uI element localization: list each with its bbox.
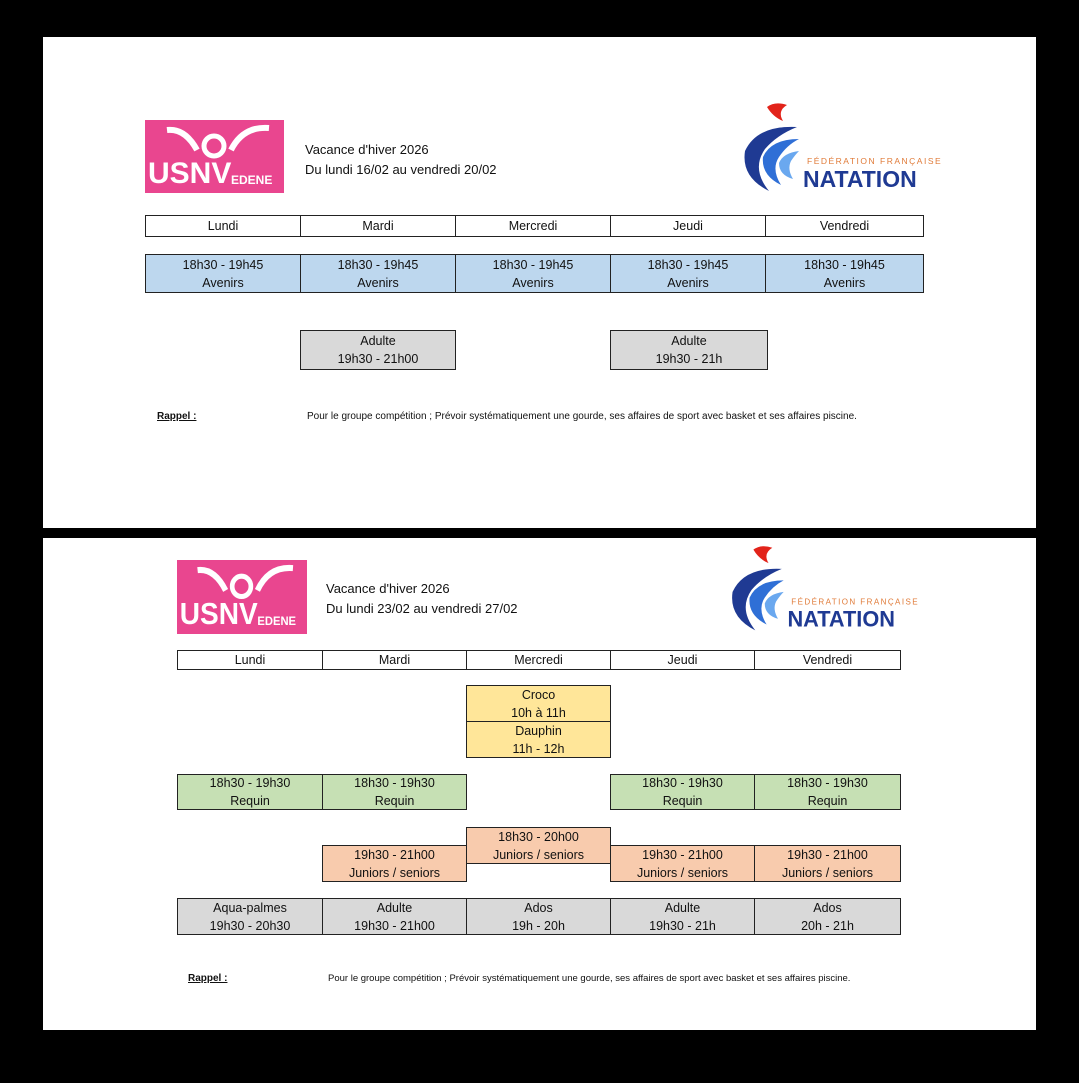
session-group: Avenirs [202,275,244,290]
session-group: Dauphin [515,723,562,738]
usnv-logo-suffix: EDENE [257,614,297,628]
session-group: Avenirs [823,275,866,290]
ffn-logo-top: FÉDÉRATION FRANÇAISE [807,156,943,166]
schedule-sheet-week-2 [43,538,1036,1030]
session-time: 18h30 - 19h45 [182,257,264,272]
usnv-logo-main: USNV [179,597,258,632]
session-group: Requin [374,794,415,808]
ffn-wave-icon [725,542,937,638]
session-juniors-vendredi [754,845,901,882]
ffn-logo-main: NATATION [803,166,917,192]
session-time: 18h30 - 19h30 [209,776,291,790]
session-group: Croco [521,687,556,702]
session-group: Juniors / seniors [348,865,440,880]
rappel-label: Rappel : [188,973,228,984]
session-time: 20h - 21h [801,918,854,933]
session-time: 19h30 - 21h00 [354,847,435,862]
day-header-lundi: Lundi [145,215,301,237]
session-time: 18h30 - 19h45 [804,257,885,272]
session-group: Adulte [671,334,707,348]
session-aqua-palmes-lundi [177,898,323,935]
rappel-label: Rappel : [157,411,197,422]
session-group: Adulte [664,900,701,915]
session-time: 19h30 - 21h [649,918,716,933]
session-time: 19h30 - 21h00 [354,918,435,933]
usnv-logo-main: USNV [148,157,232,190]
day-header-jeudi: Jeudi [610,215,766,237]
day-header-mercredi: Mercredi [466,650,611,670]
session-group: Aqua-palmes [213,900,287,915]
session-ados-mercredi [466,898,611,935]
session-adulte-mardi [322,898,467,935]
session-time: 19h30 - 21h00 [642,847,723,862]
session-time: 19h30 - 20h30 [209,918,291,933]
session-avenirs-jeudi [610,254,766,293]
session-group: Juniors / seniors [492,847,584,862]
swimmer-icon [177,560,307,634]
rappel-text: Pour le groupe compétition ; Prévoir systématiquement une gourde, ses affaires de sport avec basket et ses affaires piscine. [328,973,851,984]
session-ados-vendredi [754,898,901,935]
session-time: 18h30 - 19h45 [492,257,574,272]
session-group: Requin [662,794,703,808]
ffn-wave-icon [737,99,961,199]
session-time: 18h30 - 20h00 [498,829,579,844]
day-header-vendredi: Vendredi [754,650,901,670]
ffn-logo [725,542,937,638]
session-group: Adulte [360,334,396,348]
day-header-mardi: Mardi [300,215,456,237]
session-requin-jeudi [610,774,755,810]
session-time: 11h - 12h [512,741,565,756]
session-group: Avenirs [357,275,399,290]
rappel-text: Pour le groupe compétition ; Prévoir systématiquement une gourde, ses affaires de sport avec basket et ses affaires piscine. [307,411,857,422]
day-header-lundi: Lundi [177,650,323,670]
session-requin-vendredi [754,774,901,810]
session-avenirs-vendredi [765,254,924,293]
session-group: Avenirs [512,275,554,290]
day-header-mercredi: Mercredi [455,215,611,237]
session-avenirs-mercredi [455,254,611,293]
session-time: 19h - 20h [512,918,565,933]
ffn-logo-top: FÉDÉRATION FRANÇAISE [791,597,920,607]
ffn-logo-main: NATATION [787,606,895,632]
session-requin-lundi [177,774,323,810]
session-group: Ados [524,900,553,915]
session-juniors-mercredi [466,827,611,864]
session-group: Adulte [376,900,413,915]
period-title: Vacance d'hiver 2026 [326,581,450,596]
session-avenirs-mardi [300,254,456,293]
period-title: Vacance d'hiver 2026 [305,142,429,157]
day-header-mardi: Mardi [322,650,467,670]
ffn-logo [737,99,961,199]
usnv-logo-suffix: EDENE [231,173,273,187]
period-dates: Du lundi 16/02 au vendredi 20/02 [305,162,497,177]
session-group: Ados [813,900,842,915]
session-time: 18h30 - 19h30 [642,776,723,790]
session-time: 18h30 - 19h30 [787,776,868,790]
session-time: 19h30 - 21h00 [787,847,868,862]
day-header-jeudi: Jeudi [610,650,755,670]
session-juniors-jeudi [610,845,755,882]
session-juniors-mardi [322,845,467,882]
day-header-vendredi: Vendredi [765,215,924,237]
session-group: Requin [230,794,270,808]
session-time: 18h30 - 19h45 [337,257,419,272]
session-time: 10h à 11h [511,705,566,720]
session-adulte-jeudi [610,330,768,370]
period-dates: Du lundi 23/02 au vendredi 27/02 [326,601,518,616]
session-time: 19h30 - 21h00 [337,352,419,366]
session-time: 18h30 - 19h30 [354,776,435,790]
session-group: Juniors / seniors [781,865,873,880]
session-time: 19h30 - 21h [655,352,723,366]
usnv-logo [177,560,307,634]
session-croco-mercredi [466,685,611,722]
session-group: Juniors / seniors [636,865,728,880]
session-dauphin-mercredi [466,721,611,758]
session-group: Requin [807,794,848,808]
session-adulte-jeudi [610,898,755,935]
session-requin-mardi [322,774,467,810]
session-time: 18h30 - 19h45 [647,257,729,272]
session-adulte-mardi [300,330,456,370]
usnv-logo [145,120,284,193]
schedule-sheet-week-1 [43,37,1036,528]
session-group: Avenirs [667,275,709,290]
swimmer-icon [145,120,284,193]
session-avenirs-lundi [145,254,301,293]
